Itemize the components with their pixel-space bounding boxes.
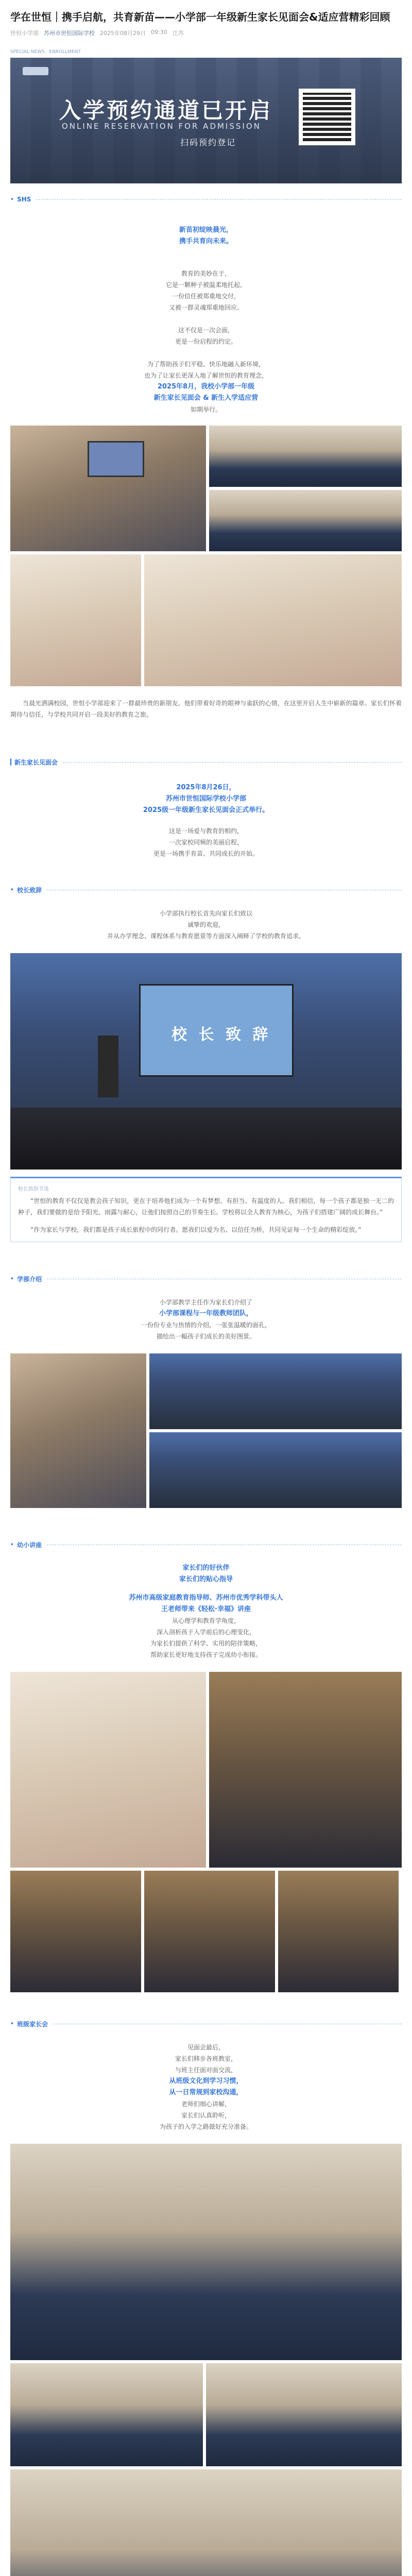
pm-line: 更是一场携手育苗、共同成长的开始。 [153, 850, 259, 857]
class-line: 见面会最后， [187, 2044, 225, 2051]
dots-icon: • [10, 1275, 15, 1282]
photo-classroom-meeting [10, 2363, 203, 2466]
pm-line: 2025级一年级新生家长见面会正式举行。 [143, 806, 269, 814]
accent-bar [10, 758, 11, 766]
photo-students-class [209, 490, 402, 551]
intro-blue-line: 新生家长见面会 & 新生入学适应营 [153, 394, 259, 402]
photo-principal-speech [10, 953, 402, 1170]
intro-line: 一份信任被郑重地交付， [171, 293, 240, 300]
intro-line: 如期举行。 [190, 406, 221, 413]
qr-code-icon[interactable] [299, 89, 355, 145]
class-line: 从一日常规到家校沟通， [169, 2089, 243, 2096]
photo-audience [144, 1871, 275, 1992]
intro-line: 这不仅是一次会面， [178, 327, 234, 334]
publish-date: 2025年08月29日 [100, 30, 146, 37]
speech-line: 从心理学和教育学角度， [171, 1617, 240, 1624]
photo-child-raising-hand [10, 554, 141, 686]
author-name: 世恒小学部 [10, 30, 39, 37]
article-title: 学在世恒｜携手启航，共育新苗——小学部一年级新生家长见面会&适应营精彩回顾 [10, 11, 390, 23]
intro-line: 更是一份启程的约定。 [175, 338, 237, 345]
podium-icon [98, 1036, 118, 1097]
class-line: 从班级文化到学习习惯， [169, 2077, 243, 2085]
pm-line: 一次家校同频的美丽启程， [168, 839, 243, 846]
academic-line: 描绘出一幅孩子们成长的美好图景。 [156, 1333, 255, 1340]
pm-date: 2025年8月26日， [176, 784, 236, 791]
photo-teacher-team [149, 1353, 402, 1429]
projector-screen [139, 984, 294, 1077]
dots-icon: • [10, 2020, 15, 2027]
photo-audience [10, 1871, 141, 1992]
photo-teacher-classroom [10, 426, 206, 551]
principal-quote-box [10, 1177, 402, 1242]
section-head-academic [10, 1273, 402, 1284]
speech-line: 家长们的好伙伴 [182, 1564, 230, 1572]
intro-line: 为了帮助孩子们平稳、快乐地融入新环境， [147, 361, 265, 368]
principal-line: 小学部执行校长首先向家长们致以 [159, 910, 252, 917]
banner-subline: ONLINE RESERVATION FOR ADMISSION [62, 122, 261, 131]
academic-line: 一份份专业与热情的介绍，一张张温暖的面孔， [141, 1321, 271, 1329]
academic-line: 小学部课程与一年级教师团队， [159, 1310, 253, 1317]
section-head-parent-meeting [10, 756, 402, 768]
photo-classroom-meeting [10, 2469, 402, 2576]
section-head-speech [10, 1539, 402, 1550]
intro-line: 也为了让家长更深入地了解世恒的教育理念， [144, 372, 268, 379]
dots-icon: • [10, 1541, 15, 1548]
photo-speaker [10, 1672, 206, 1868]
intro-line: 教育的美妙在于， [181, 270, 231, 277]
speech-line: 王老师带来《轻松·幸福》讲座 [161, 1605, 251, 1613]
intro-blue-line: 新苗初绽映晨光， [179, 226, 233, 234]
class-line: 为孩子的入学之路做好充分准备。 [159, 2123, 252, 2130]
account-link[interactable]: 苏州市世恒国际学校 [44, 30, 95, 37]
photo-teacher-team [149, 1432, 402, 1508]
banner-headline: 入学预约通道已开启 [59, 98, 273, 123]
section-label-principal: 校长致辞 [17, 886, 42, 894]
intro-paragraph: 当晨光洒满校园，世恒小学部迎来了一群最珍贵的新朋友。他们带着好奇的眼神与雀跃的心情，在这里开启人生中崭新的篇章。家长们怀着期待与信任，与学校共同开启一段美好的教育之旅。 [10, 700, 402, 718]
section-label-class-meeting: 班级家长会 [17, 2020, 48, 2028]
screen-title: 校 长 致 辞 [171, 1026, 271, 1044]
photo-children-activity [144, 554, 402, 686]
section-head-class-meeting [10, 2018, 402, 2029]
banner-cta: 扫码预约登记 [180, 138, 236, 147]
photo-students-class [209, 426, 402, 487]
banner-top-label: SPECIAL NEWS · ENROLLMENT [10, 49, 81, 55]
speech-line: 帮助家长更好地支持孩子完成幼小衔接。 [150, 1651, 262, 1658]
photo-academic-director [10, 1353, 146, 1508]
intro-blue-line: 携手共育向未来。 [179, 238, 233, 245]
principal-quote: “作为家长与学校，我们都是孩子成长旅程中的同行者。愿我们以爱为名、以信任为桥，共同见证每一个生命的精彩绽放。” [30, 1226, 362, 1233]
audience [10, 1108, 402, 1170]
speech-line: 家长们的贴心指导 [179, 1575, 233, 1583]
class-line: 家长们认真聆听， [181, 2112, 231, 2119]
academic-line: 小学部教学主任作为家长们介绍了 [159, 1299, 252, 1306]
photo-wall-art [209, 1672, 402, 1868]
class-line: 与班主任面对面交流， [175, 2066, 237, 2074]
section-label-speech: 幼小讲座 [17, 1541, 42, 1549]
speech-line: 苏州市高级家庭教育指导师、苏州市优秀学科带头人 [129, 1594, 283, 1602]
dashed-divider [36, 199, 402, 200]
section-label-shs: SHS [17, 196, 31, 203]
photo-audience [278, 1871, 399, 1992]
class-line: 老师们细心讲解， [181, 2100, 231, 2108]
speech-line: 为家长们提供了科学、实用的陪伴策略， [150, 1640, 262, 1647]
intro-line: 它是一颗种子被温柔地托起， [165, 281, 246, 289]
enrollment-banner[interactable] [10, 58, 402, 183]
principal-line: 诚挚的欢迎， [187, 921, 225, 928]
dots-icon: • [10, 886, 15, 893]
screen-icon [88, 441, 144, 477]
quote-box-heading: 校长致辞节选 [18, 1187, 49, 1192]
principal-line: 并从办学理念、课程体系与教育愿景等方面深入阐释了学校的教育追求。 [107, 933, 305, 940]
pm-line: 这是一场爱与教育的相约， [168, 827, 243, 835]
section-label-parent-meeting: 新生家长见面会 [14, 758, 58, 766]
publish-location: 江苏 [172, 30, 184, 37]
photo-classroom-meeting [206, 2363, 402, 2466]
principal-quote: “世恒的教育不仅仅是教会孩子知识，更在于培养他们成为一个有梦想、有担当、有温度的人。我们相信，每一个孩子都是独一无二的种子，我们要做的是给予阳光、雨露与耐心，让他们按照自己的节奏生长。学校将以全人教育为核心，为孩子们搭建广阔的成长舞台。” [18, 1197, 394, 1216]
class-line: 家长们移步各班教室， [175, 2055, 237, 2062]
section-head-principal [10, 884, 402, 895]
article-meta [10, 29, 402, 37]
photo-classroom-meeting [10, 2144, 402, 2360]
intro-line: 又被一群灵魂郑重地回应。 [168, 304, 243, 311]
intro-blue-line: 2025年8月，我校小学部一年级 [157, 383, 255, 391]
publish-time: 09:30 [151, 29, 167, 36]
section-head-shs [10, 194, 402, 205]
section-label-academic: 学部介绍 [17, 1275, 42, 1283]
dots-icon: • [10, 196, 15, 203]
school-logo [23, 67, 48, 75]
pm-line: 苏州市世恒国际学校小学部 [165, 795, 246, 803]
speech-line: 深入剖析孩子入学前后的心理变化， [156, 1629, 255, 1636]
